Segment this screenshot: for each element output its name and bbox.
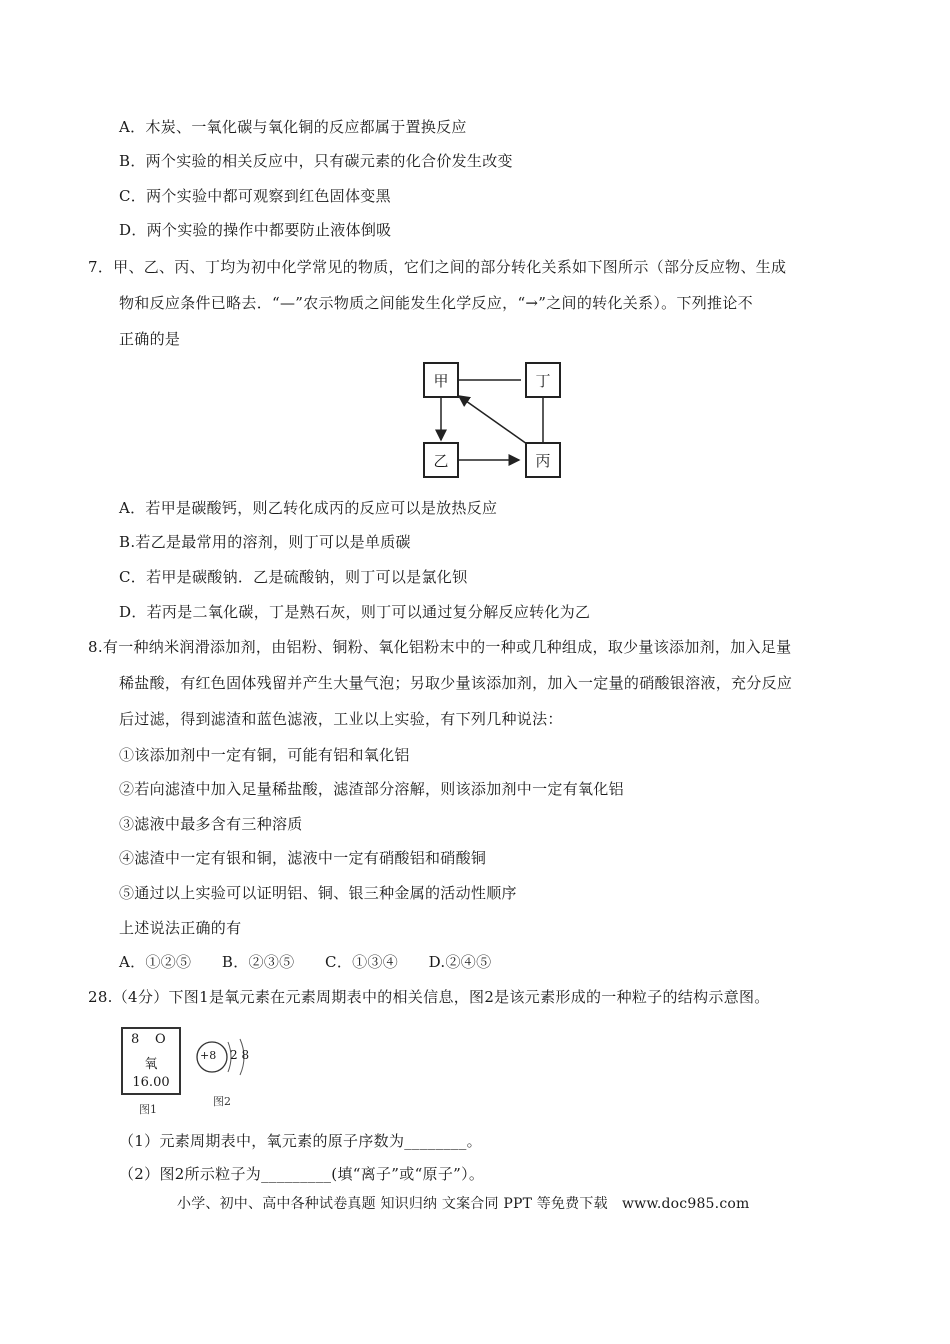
q8-question: 上述说法正确的有 [119,919,242,937]
q8-stem-line3: 后过滤，得到滤渣和蓝色滤液，工业以上实验，有下列几种说法： [119,710,563,728]
q7-stem-line2: 物和反应条件已略去．“—”农示物质之间能发生化学反应，“→”之间的转化关系）。下列推论不 [119,294,753,312]
q7-option-c: C．若甲是碳酸钠．乙是硫酸钠，则丁可以是氯化钡 [119,568,468,586]
q7-option-b: B.若乙是最常用的溶剂，则丁可以是单质碳 [119,533,411,551]
q6-option-d: D．两个实验的操作中都要防止液体倒吸 [119,221,392,239]
element-symbol: O [155,1032,166,1047]
page-footer: 小学、初中、高中各种试卷真题 知识归纳 文案合同 PPT 等免费下载 www.doc985.com [177,1196,750,1212]
node-jia: 甲 [423,362,459,398]
q8-stem-line1: 8.有一种纳米润滑添加剂，由铝粉、铜粉、氧化铝粉末中的一种或几种组成，取少量该添加剂，加入足量 [88,638,792,656]
fig1-caption: 图1 [139,1103,157,1116]
q6-option-c: C．两个实验中都可观察到红色固体变黑 [119,187,391,205]
bing-to-jia-arrow [459,396,527,444]
fig2-caption: 图2 [213,1095,231,1108]
node-ding: 丁 [525,362,561,398]
node-yi: 乙 [423,442,459,478]
q28-part1: （1）元素周期表中，氧元素的原子序数为________。 [119,1132,482,1150]
q28-stem: 28.（4分）下图1是氧元素在元素周期表中的相关信息，图2是该元素形成的一种粒子的结构示意图。 [88,988,770,1006]
q8-options: A．①②⑤ B．②③⑤ C．①③④ D.②④⑤ [119,953,492,971]
q6-option-b: B．两个实验的相关反应中，只有碳元素的化合价发生改变 [119,152,513,170]
q8-statement-3: ③滤液中最多含有三种溶质 [119,815,303,833]
q7-option-d: D．若丙是二氧化碳，丁是熟石灰，则丁可以通过复分解反应转化为乙 [119,603,591,621]
atomic-number: 8 [131,1032,140,1047]
q8-statement-2: ②若向滤渣中加入足量稀盐酸，滤渣部分溶解，则该添加剂中一定有氧化铝 [119,780,624,798]
q7-relation-diagram [415,358,567,484]
electron-counts: 2 8 [230,1048,250,1062]
periodic-table-card [121,1027,181,1095]
q8-statement-1: ①该添加剂中一定有铜，可能有铝和氧化铝 [119,746,410,764]
element-name: 氧 [144,1057,158,1072]
atomic-mass: 16.00 [132,1075,170,1090]
q8-statement-5: ⑤通过以上实验可以证明铝、铜、银三种金属的活动性顺序 [119,884,517,902]
q6-option-a: A．木炭、一氧化碳与氧化铜的反应都属于置换反应 [119,118,467,136]
q28-part2: （2）图2所示粒子为_________(填“离子”或“原子”）。 [119,1165,485,1183]
node-bing: 丙 [525,442,561,478]
q8-statement-4: ④滤渣中一定有银和铜，滤液中一定有硝酸铝和硝酸铜 [119,849,487,867]
nucleus-charge: +8 [200,1049,217,1062]
q7-stem-line3: 正确的是 [119,330,181,348]
q7-option-a: A．若甲是碳酸钙，则乙转化成丙的反应可以是放热反应 [119,499,498,517]
oxygen-particle-diagram [192,1034,254,1080]
q8-stem-line2: 稀盐酸，有红色固体残留并产生大量气泡；另取少量该添加剂，加入一定量的硝酸银溶液，充分反应 [119,674,793,692]
q7-stem-line1: 7．甲、乙、丙、丁均为初中化学常见的物质，它们之间的部分转化关系如下图所示（部分反应物、生成 [88,258,787,276]
